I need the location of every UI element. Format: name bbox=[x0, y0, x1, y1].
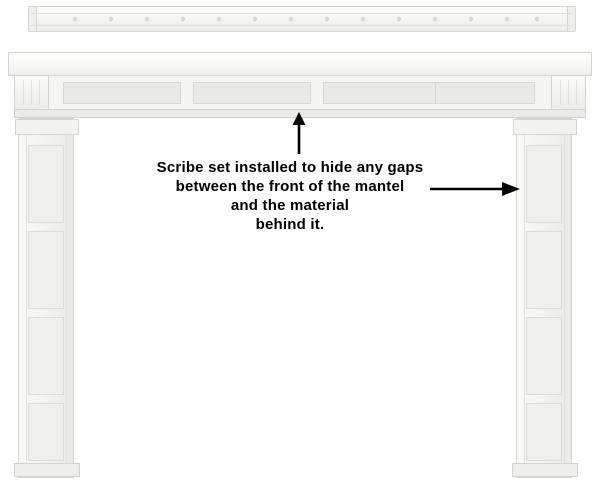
left-leg bbox=[18, 118, 74, 478]
annotation-line-1: Scribe set installed to hide any gaps bbox=[156, 159, 424, 176]
mantel-right-endcap bbox=[551, 76, 585, 109]
scribe-fastener-dot bbox=[109, 17, 113, 21]
left-leg-cap bbox=[15, 119, 79, 135]
scribe-fastener-dot bbox=[433, 17, 437, 21]
right-leg-inset bbox=[526, 231, 562, 309]
mantel-shelf bbox=[8, 52, 592, 76]
annotation-line-4: behind it. bbox=[255, 216, 325, 233]
right-leg bbox=[516, 118, 572, 478]
scribe-fastener-dot bbox=[289, 17, 293, 21]
right-leg-inset bbox=[526, 317, 562, 395]
left-leg-inset bbox=[28, 403, 64, 461]
mantel-bay bbox=[323, 82, 441, 104]
left-leg-inset bbox=[28, 145, 64, 223]
scribe-strip-edge-top bbox=[31, 13, 573, 14]
right-leg-cap bbox=[513, 119, 577, 135]
scribe-strip-left-cap bbox=[29, 7, 37, 31]
right-leg-seam bbox=[564, 135, 565, 463]
annotation-line-2: between the front of the mantel bbox=[175, 178, 405, 195]
scribe-fastener-dot bbox=[325, 17, 329, 21]
right-leg-seam bbox=[524, 135, 525, 463]
right-leg-foot bbox=[512, 463, 578, 477]
left-leg-seam bbox=[66, 135, 67, 463]
mantel-bay bbox=[435, 82, 535, 104]
left-leg-inset bbox=[28, 231, 64, 309]
mantel-left-endcap bbox=[15, 76, 49, 109]
arrow-up-icon bbox=[288, 112, 310, 154]
mantel-bay bbox=[63, 82, 181, 104]
scribe-fastener-dot bbox=[469, 17, 473, 21]
right-leg-inset bbox=[526, 403, 562, 461]
annotation-text bbox=[120, 158, 460, 234]
mantel-bay bbox=[193, 82, 311, 104]
scribe-fastener-dot bbox=[253, 17, 257, 21]
right-leg-inset bbox=[526, 145, 562, 223]
scribe-strip bbox=[28, 6, 576, 32]
scribe-fastener-dot bbox=[535, 17, 539, 21]
scribe-fastener-dot bbox=[505, 17, 509, 21]
scribe-fastener-dot bbox=[397, 17, 401, 21]
left-leg-foot bbox=[14, 463, 80, 477]
scribe-strip-right-cap bbox=[567, 7, 575, 31]
annotation-line-3: and the material bbox=[230, 197, 350, 214]
scribe-fastener-dot bbox=[181, 17, 185, 21]
left-leg-seam bbox=[26, 135, 27, 463]
scribe-fastener-dot bbox=[73, 17, 77, 21]
scribe-fastener-dot bbox=[361, 17, 365, 21]
scribe-fastener-dot bbox=[145, 17, 149, 21]
mantel-body bbox=[14, 76, 586, 110]
scribe-fastener-dot bbox=[217, 17, 221, 21]
left-leg-inset bbox=[28, 317, 64, 395]
scribe-strip-edge-bottom bbox=[31, 25, 573, 26]
